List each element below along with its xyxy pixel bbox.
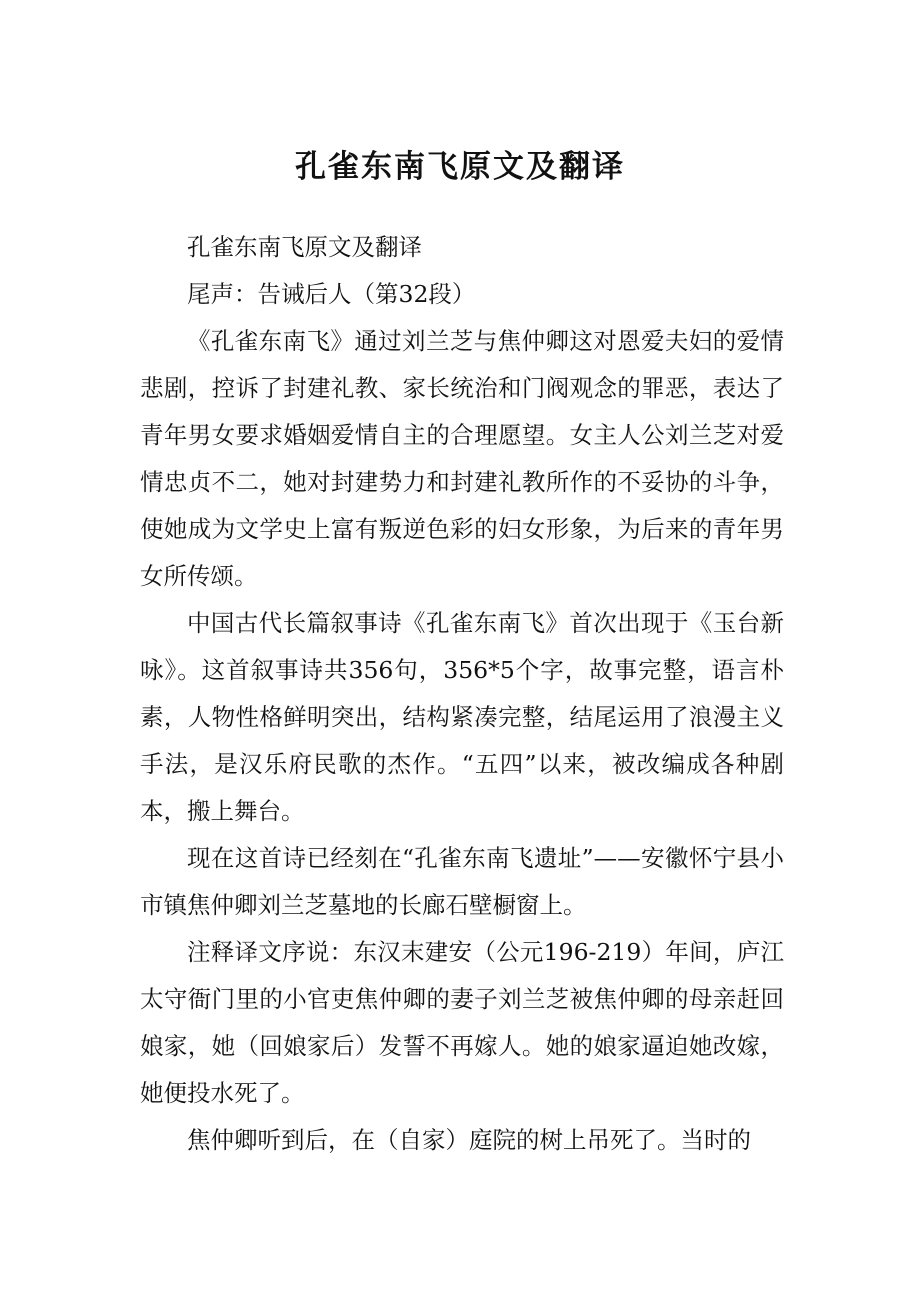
- paragraph-intro: 《孔雀东南飞》通过刘兰芝与焦仲卿这对恩爱夫妇的爱情悲剧，控诉了封建礼教、家长统治和门阀观念的罪恶，表达了青年男女要求婚姻爱情自主的合理愿望。女主人公刘兰芝对爱情忠贞不二，她对封建势力和封建礼教所作的不妥协的斗争，使她成为文学史上富有叛逆色彩的妇女形象，为后来的青年男女所传颂。: [140, 327, 784, 590]
- paragraph-site: 现在这首诗已经刻在“孔雀东南飞遗址”——安徽怀宁县小市镇焦仲卿刘兰芝墓地的长廊石壁橱窗上。: [140, 844, 784, 919]
- paragraph-section-heading: 尾声：告诫后人（第32段）: [187, 280, 476, 308]
- paragraph-continuation: 焦仲卿听到后，在（自家）庭院的树上吊死了。当时的: [187, 1126, 751, 1154]
- paragraph-origin: 中国古代长篇叙事诗《孔雀东南飞》首次出现于《玉台新咏》。这首叙事诗共356句，356*5个字，故事完整，语言朴素，人物性格鲜明突出，结构紧凑完整，结尾运用了浪漫主义手法，是汉乐府民歌的杰作。“五四”以来，被改编成各种剧本，搬上舞台。: [140, 609, 784, 825]
- document-title: 孔雀东南飞原文及翻译: [295, 149, 625, 185]
- document-body: [140, 224, 784, 1164]
- paragraph-preface-translation: 注释译文序说：东汉末建安（公元196-219）年间，庐江太守衙门里的小官吏焦仲卿的妻子刘兰芝被焦仲卿的母亲赶回娘家，她（回娘家后）发誓不再嫁人。她的娘家逼迫她改嫁，她便投水死了。: [140, 938, 784, 1107]
- paragraph-subtitle: 孔雀东南飞原文及翻译: [187, 233, 422, 261]
